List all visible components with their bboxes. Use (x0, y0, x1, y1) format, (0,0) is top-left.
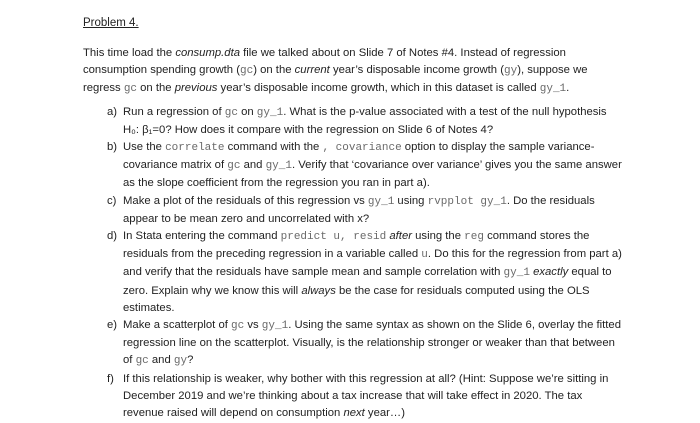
text-run: year’s disposable income growth ( (329, 64, 504, 77)
text-run: option to display the sample variance-covariance matrix of (123, 141, 595, 172)
code-term: rvpplot gy_1 (427, 195, 507, 208)
question-item-a (83, 104, 623, 139)
code-term: gy_1 (256, 106, 284, 119)
question-letter: e) (107, 319, 118, 332)
code-term: correlate (165, 142, 225, 155)
question-letter: a) (107, 105, 118, 118)
problem-title: Problem 4. (83, 17, 139, 29)
question-item-b (83, 139, 623, 193)
question-text (123, 195, 595, 225)
text-run: command stores the residuals from the preceding regression in a variable called (123, 230, 590, 261)
question-letter: c) (107, 194, 117, 207)
text-run: on the (137, 82, 175, 95)
code-term: gy_1 (539, 83, 567, 96)
text-run: ) on the (253, 64, 295, 77)
emphasis-text: exactly (533, 266, 569, 279)
emphasis-text: after (389, 230, 412, 243)
question-letter: f) (107, 372, 114, 385)
text-run: . Do this for the regression from part a) and verify that the residuals have sample mean and sample correlation with (123, 248, 622, 279)
emphasis-text: previous (174, 82, 218, 95)
code-term: predict u, resid (280, 231, 387, 244)
question-item-d (83, 228, 623, 317)
text-run: Use the (123, 141, 166, 154)
code-term: gc (227, 160, 241, 173)
text-run: Run a regression of (123, 105, 225, 118)
code-term: gy_1 (261, 320, 289, 333)
text-run: command with the (224, 141, 323, 154)
code-term: , covariance (322, 142, 402, 155)
code-term: gc (231, 320, 245, 333)
code-term: gy (503, 65, 518, 78)
question-letter: b) (107, 141, 118, 154)
text-run: In Stata entering the command (123, 230, 281, 243)
text-run: and (240, 159, 266, 172)
question-letter: d) (107, 230, 118, 243)
question-text (123, 319, 621, 366)
code-term: gc (240, 65, 254, 78)
question-item-f (83, 371, 623, 423)
text-run: . What is the p-value associated with a test of the null hypothesis H₀: β₁=0? How does it compare with the regression on Slide 6 of Notes 4? (123, 105, 607, 136)
emphasis-text: always (301, 284, 336, 297)
text-run: ), suppose we regress (83, 64, 588, 95)
question-list (83, 104, 623, 423)
text-run: using the (412, 230, 465, 243)
question-item-e (83, 317, 623, 371)
text-run: . Verify that ‘covariance over variance’ gives you the same answer as the slope coefficient from the regression you ran in part a). (123, 159, 622, 190)
emphasis-text: next (343, 407, 365, 420)
text-run: equal to zero. Explain why we know this will (123, 266, 612, 297)
text-run: . (566, 82, 570, 95)
code-term: gc (123, 83, 138, 96)
text-run: Make a plot of the residuals of this regression vs (123, 194, 368, 207)
code-term: gc (135, 355, 149, 368)
emphasis-text: current (294, 64, 330, 77)
text-run: Make a scatterplot of (123, 319, 231, 332)
emphasis-text: consump.dta (175, 47, 240, 59)
text-run: using (394, 194, 428, 207)
text-run: and (148, 354, 174, 367)
document (83, 16, 623, 422)
text-run: be the case for residuals computed using the OLS estimates. (123, 284, 590, 314)
code-term: u (421, 249, 428, 262)
code-term: gy_1 (367, 195, 395, 208)
text-run: This time load the (83, 47, 176, 59)
text-run: . Do the residuals appear to be mean zero and uncorrelated with x? (123, 194, 595, 225)
code-term: gc (224, 106, 238, 119)
text-run: on (237, 105, 257, 118)
question-text (123, 230, 622, 314)
question-text (123, 106, 607, 136)
question-item-c (83, 193, 623, 228)
text-run: year’s disposable income growth, which in this dataset is called (217, 82, 540, 95)
code-term: reg (464, 231, 484, 244)
code-term: gy (173, 355, 188, 368)
code-term: gy_1 (265, 160, 292, 173)
text-run: file we talked about on Slide 7 of Notes #4. Instead of regression consumption spending growth ( (83, 47, 566, 77)
text-run: year…) (364, 407, 405, 420)
text-run: . Using the same syntax as shown on the Slide 6, overlay the fitted regression line on the scatterplot. Visually, is the relationship stronger or weaker than that between of (123, 319, 621, 367)
intro-paragraph (83, 45, 623, 99)
code-term: gy_1 (503, 267, 530, 280)
text-run: If this relationship is weaker, why bother with this regression at all? (Hint: Suppose we’re sitting in December 2019 and we’re thinking about a tax increase that will take effect in 2020. The tax revenue raised will depend on consumption (123, 372, 609, 420)
text-run: ? (187, 354, 194, 367)
question-text (123, 373, 608, 419)
question-text (123, 141, 622, 189)
text-run: vs (244, 319, 262, 332)
